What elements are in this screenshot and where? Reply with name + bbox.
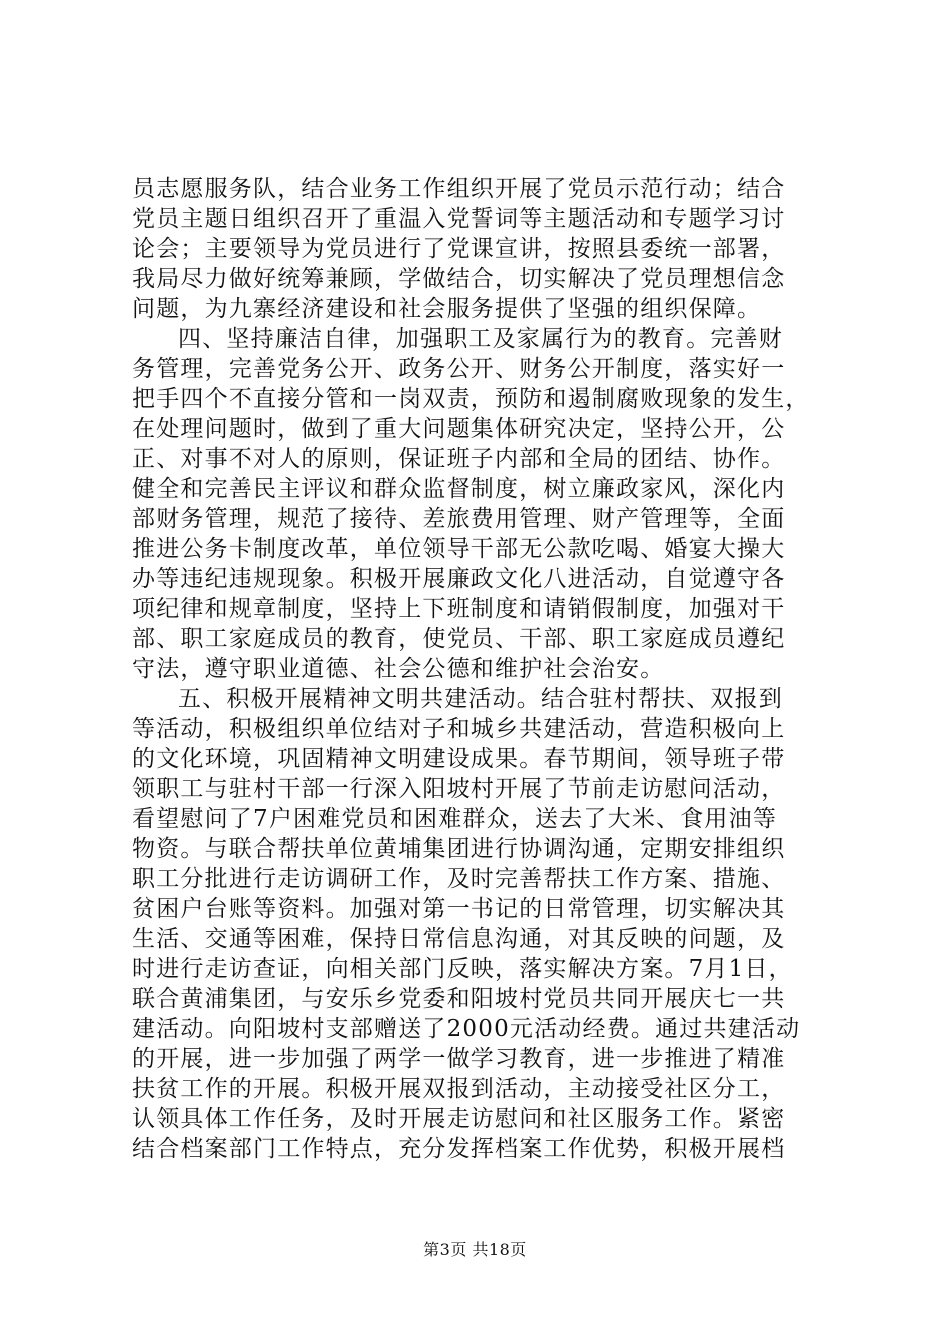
text-line: 贫困户台账等资料。加强对第一书记的日常管理，切实解决其: [132, 896, 786, 922]
text-line: 守法，遵守职业道德、社会公德和维护社会治安。: [132, 656, 665, 682]
text-line: 生活、交通等困难，保持日常信息沟通，对其反映的问题，及: [132, 926, 786, 952]
text-line: 党员主题日组织召开了重温入党誓词等主题活动和专题学习讨: [132, 206, 786, 232]
text-line: 建活动。向阳坡村支部赠送了2000元活动经费。通过共建活动: [132, 1016, 801, 1042]
section-heading-line: 四、坚持廉洁自律，加强职工及家属行为的教育。完善财: [178, 326, 783, 352]
text-line: 员志愿服务队，结合业务工作组织开展了党员示范行动；结合: [132, 176, 786, 202]
section-heading-line: 五、积极开展精神文明共建活动。结合驻村帮扶、双报到: [178, 686, 783, 712]
text-line: 联合黄浦集团，与安乐乡党委和阳坡村党员共同开展庆七一共: [132, 986, 786, 1012]
text-line: 在处理问题时，做到了重大问题集体研究决定，坚持公开，公: [132, 416, 786, 442]
text-line: 项纪律和规章制度，坚持上下班制度和请销假制度，加强对干: [132, 596, 786, 622]
text-line: 看望慰问了7户困难党员和困难群众，送去了大米、食用油等: [132, 806, 778, 832]
page-footer: 第3页 共18页: [423, 1240, 527, 1259]
text-line: 把手四个不直接分管和一岗双责，预防和遏制腐败现象的发生，: [132, 386, 810, 412]
text-line: 论会；主要领导为党员进行了党课宣讲，按照县委统一部署，: [132, 236, 786, 262]
text-line: 认领具体工作任务，及时开展走访慰问和社区服务工作。紧密: [132, 1106, 786, 1132]
text-line: 领职工与驻村干部一行深入阳坡村开展了节前走访慰问活动，: [132, 776, 786, 802]
text-line: 等活动，积极组织单位结对子和城乡共建活动，营造积极向上: [132, 716, 786, 742]
text-line: 扶贫工作的开展。积极开展双报到活动，主动接受社区分工，: [132, 1076, 786, 1102]
text-line: 推进公务卡制度改革，单位领导干部无公款吃喝、婚宴大操大: [132, 536, 786, 562]
text-line: 的文化环境，巩固精神文明建设成果。春节期间，领导班子带: [132, 746, 786, 772]
text-line: 健全和完善民主评议和群众监督制度，树立廉政家风，深化内: [132, 476, 786, 502]
text-line: 职工分批进行走访调研工作，及时完善帮扶工作方案、措施、: [132, 866, 786, 892]
text-line: 正、对事不对人的原则，保证班子内部和全局的团结、协作。: [132, 446, 786, 472]
text-line: 部、职工家庭成员的教育，使党员、干部、职工家庭成员遵纪: [132, 626, 786, 652]
text-line: 的开展，进一步加强了两学一做学习教育，进一步推进了精准: [132, 1046, 786, 1072]
text-line: 我局尽力做好统筹兼顾，学做结合，切实解决了党员理想信念: [132, 266, 786, 292]
text-line: 办等违纪违规现象。积极开展廉政文化八进活动，自觉遵守各: [132, 566, 786, 592]
text-line: 部财务管理，规范了接待、差旅费用管理、财产管理等，全面: [132, 506, 786, 532]
text-line: 时进行走访查证，向相关部门反映，落实解决方案。7月1日，: [132, 956, 793, 982]
text-line: 物资。与联合帮扶单位黄埔集团进行协调沟通，定期安排组织: [132, 836, 786, 862]
text-line: 问题，为九寨经济建设和社会服务提供了坚强的组织保障。: [132, 296, 762, 322]
body-text: [132, 174, 832, 1164]
text-line: 务管理，完善党务公开、政务公开、财务公开制度，落实好一: [132, 356, 786, 382]
text-line: 结合档案部门工作特点，充分发挥档案工作优势，积极开展档: [132, 1136, 786, 1162]
